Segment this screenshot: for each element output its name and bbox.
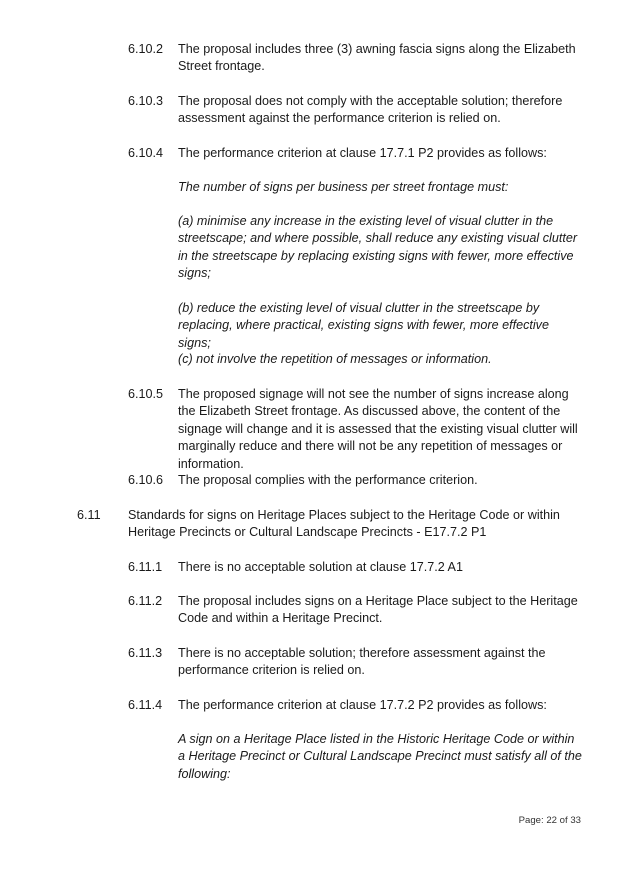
paragraph-text: The proposed signage will not see the number of signs increase along the Elizabeth Street frontage. As discussed above, the content of the signage will change and it is assessed that the existing visual clutter will marginally reduce and there will not be any repetition of messages or information.: [178, 387, 578, 471]
paragraph-number: 6.10.4: [128, 146, 164, 160]
paragraph-text: The proposal does not comply with the acceptable solution; therefore assessment against the performance criterion is relied on.: [178, 94, 563, 126]
page-number: Page: 22 of 33: [518, 815, 581, 826]
paragraph-text: The proposal includes signs on a Heritage Place subject to the Heritage Code and within a Heritage Precinct.: [178, 594, 578, 626]
paragraph-text: The performance criterion at clause 17.7.2 P2 provides as follows:: [178, 698, 547, 712]
paragraph-text: The performance criterion at clause 17.7.1 P2 provides as follows:: [178, 146, 547, 160]
quote-text: (b) reduce the existing level of visual clutter in the streetscape by replacing, where practical, existing signs with fewer, more effective signs;: [178, 301, 549, 350]
paragraph-number: 6.10.5: [128, 387, 164, 401]
paragraph-number: 6.11.2: [128, 594, 163, 608]
quote-text: The number of signs per business per street frontage must:: [178, 180, 509, 194]
paragraph-text: The proposal includes three (3) awning fascia signs along the Elizabeth Street frontage.: [178, 42, 576, 74]
section-number: 6.11: [77, 508, 101, 522]
quote-text: (a) minimise any increase in the existing level of visual clutter in the streetscape; and where possible, shall reduce any existing visual clutter in the streetscape by replacing existing signs with fewer, more effective signs;: [178, 214, 578, 281]
paragraph-number: 6.10.6: [128, 473, 164, 487]
paragraph-text: There is no acceptable solution; therefore assessment against the performance criterion is relied on.: [178, 646, 546, 678]
paragraph-text: The proposal complies with the performance criterion.: [178, 473, 478, 487]
paragraph-text: There is no acceptable solution at clause 17.7.2 A1: [178, 560, 463, 574]
paragraph-number: 6.10.3: [128, 94, 164, 108]
quote-text: A sign on a Heritage Place listed in the Historic Heritage Code or within a Heritage Precinct or Cultural Landscape Precinct must satisfy all of the following:: [178, 732, 582, 781]
paragraph-number: 6.11.1: [128, 560, 163, 574]
quote-text: (c) not involve the repetition of messages or information.: [178, 352, 492, 366]
paragraph-number: 6.11.4: [128, 698, 163, 712]
section-heading: Standards for signs on Heritage Places subject to the Heritage Code or within Heritage Precincts or Cultural Landscape Precincts - E17.7.2 P1: [128, 508, 560, 540]
paragraph-number: 6.11.3: [128, 646, 163, 660]
paragraph-number: 6.10.2: [128, 42, 164, 56]
